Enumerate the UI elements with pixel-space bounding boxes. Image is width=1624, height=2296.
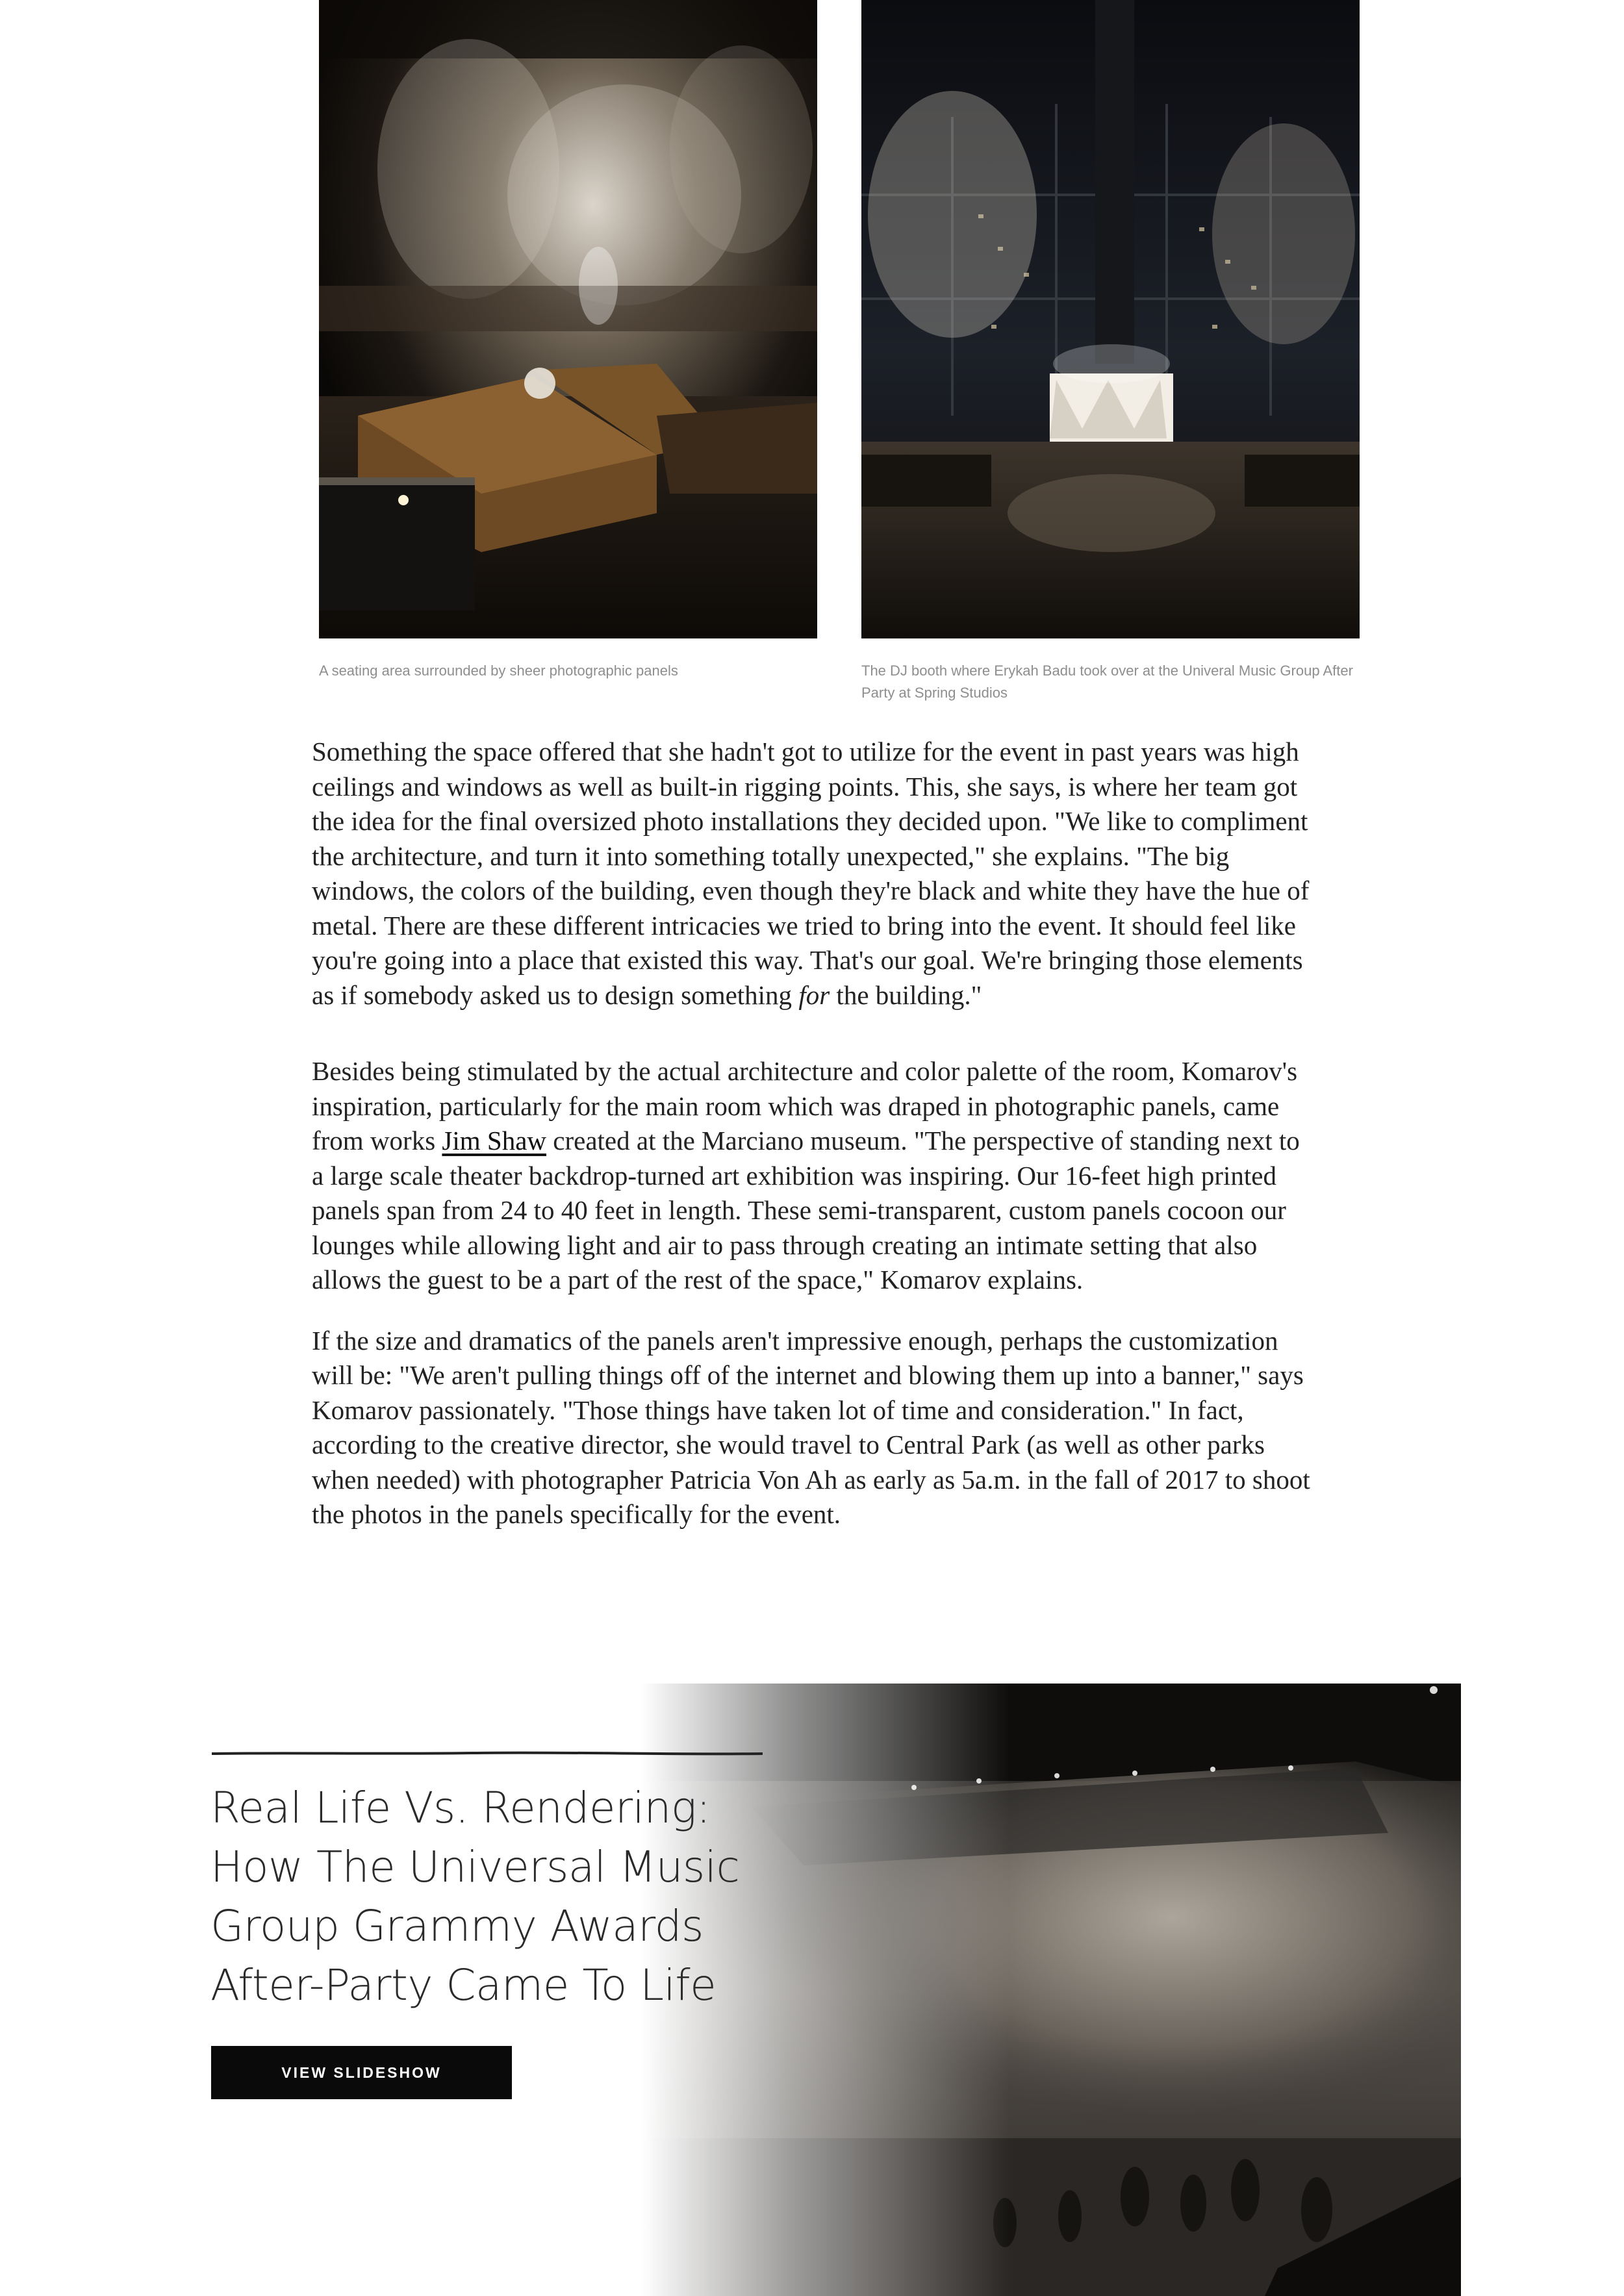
promo-divider-rule [212,1751,763,1756]
article-paragraph-3: If the size and dramatics of the panels aren't impressive enough, perhaps the customization will be: "We aren't pulling things off of the internet and blowing them up into a banner," says Komarov passionately. "Those things have taken lot of time and consideration." In fact, according to the creative director, she would travel to Central Park (as well as other parks when needed) with photographer Patricia Von Ah as early as 5a.m. in the fall of 2017 to shoot the photos in the panels specifically for the event. [312,1325,1310,1529]
article-paragraph-1-tail: the building." [830,979,982,1010]
dj-booth-photo-graphic [861,0,1360,638]
jim-shaw-link[interactable]: Jim Shaw [442,1126,547,1155]
article-paragraph-2 [312,1054,1312,1298]
promo-title[interactable]: Real Life Vs. Rendering: How The Universal Music Group Grammy Awards After-Party Came To Life [210,1783,740,2010]
article-paragraph-1 [312,735,1312,1013]
dj-booth-photo-caption: The DJ booth where Erykah Badu took over at the Univeral Music Group After Party at Spring Studios [861,662,1353,701]
lounge-photo[interactable] [319,0,817,638]
article-body [312,735,1312,1532]
article-paragraph-1-text: Something the space offered that she hadn't got to utilize for the event in past years was high ceilings and windows as well as built-in rigging points. This, she says, is where her team got the idea for the final oversized photo installations they decided upon. "We like to compliment the architecture, and turn it into something totally unexpected," she explains. "The big windows, the colors of the building, even though they're black and white they have the hue of metal. There are these different intricacies we tried to bring into the event. It should feel like you're going into a place that existed this way. That's our goal. We're bringing those elements as if somebody asked us to design something [312,737,1310,1010]
article-paragraph-2-tail: created at the Marciano museum. "The perspective of standing next to a large scale theater backdrop-turned art exhibition was inspiring. Our 16-feet high printed panels span from 24 to 40 feet in length. These semi-transparent, custom panels cocoon our lounges while allowing light and air to pass through creating an intimate setting that also allows the guest to be a part of the rest of the space," Komarov explains. [312,1126,1300,1294]
view-slideshow-button[interactable]: VIEW SLIDESHOW [211,2046,512,2099]
lounge-photo-graphic [319,0,817,638]
article-paragraph-2-text: Besides being stimulated by the actual architecture and color palette of the room, Komarov's inspiration, particularly for the main room which was draped in photographic panels, came from works [312,1056,1298,1155]
dj-booth-photo[interactable] [861,0,1360,638]
article-paragraph-1-emphasis: for [798,979,830,1010]
lounge-photo-caption: A seating area surrounded by sheer photographic panels [319,662,678,679]
